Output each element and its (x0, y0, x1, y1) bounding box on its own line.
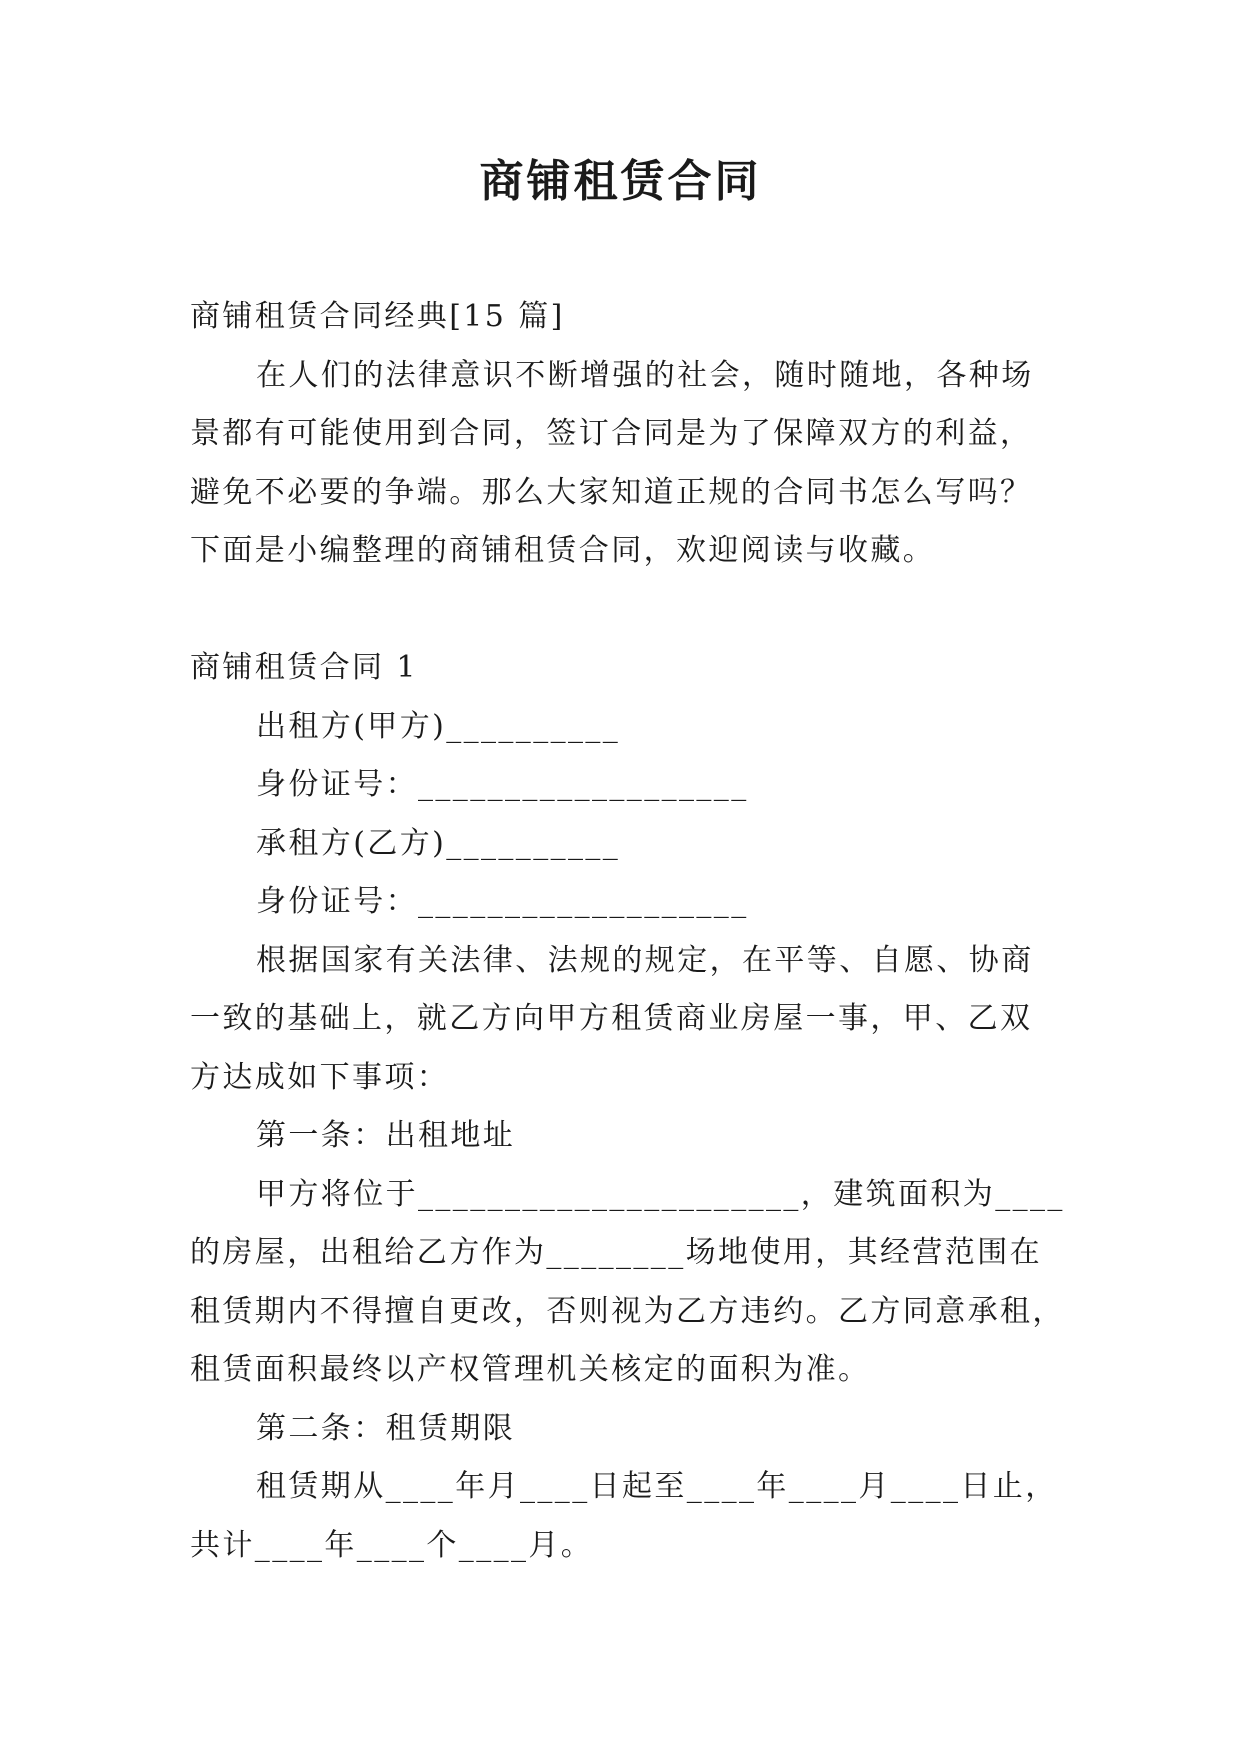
article-1-line: 的房屋，出租给乙方作为________场地使用，其经营范围在 (190, 1235, 1042, 1270)
document-body (190, 288, 1065, 1575)
article-1-line: 甲方将位于______________________，建筑面积为____ (256, 1176, 1065, 1212)
intro-line: 避免不必要的争端。那么大家知道正规的合同书怎么写吗？ (190, 474, 1033, 510)
article-1-title: 第一条：出租地址 (256, 1118, 516, 1153)
intro-line: 在人们的法律意识不断增强的社会，随时随地，各种场 (256, 357, 1034, 393)
intro-line: 下面是小编整理的商铺租赁合同，欢迎阅读与收藏。 (190, 533, 936, 568)
party-a-field: 出租方(甲方)__________ (256, 708, 621, 744)
document-subtitle: 商铺租赁合同经典[15 篇] (190, 299, 565, 334)
article-1-line: 租赁面积最终以产权管理机关核定的面积为准。 (190, 1352, 871, 1387)
intro-line: 景都有可能使用到合同，签订合同是为了保障双方的利益， (190, 416, 1033, 451)
preamble-line: 根据国家有关法律、法规的规定，在平等、自愿、协商 (256, 942, 1034, 978)
article-2-title: 第二条：租赁期限 (256, 1410, 516, 1446)
party-b-field: 承租方(乙方)__________ (256, 825, 621, 861)
page-title: 商铺租赁合同 (479, 156, 762, 207)
spacer (190, 581, 1056, 640)
preamble-line: 一致的基础上，就乙方向甲方租赁商业房屋一事，甲、乙双 (190, 1001, 1033, 1036)
article-1-line: 租赁期内不得擅自更改，否则视为乙方违约。乙方同意承租， (190, 1293, 1065, 1329)
article-2-line: 租赁期从____年月____日起至____年____月____日止， (256, 1469, 1058, 1504)
article-2-line: 共计____年____个____月。 (190, 1527, 594, 1563)
preamble-line: 方达成如下事项： (190, 1059, 450, 1095)
contract-heading: 商铺租赁合同 1 (190, 650, 418, 685)
party-b-id-field: 身份证号：___________________ (256, 884, 749, 919)
party-a-id-field: 身份证号：___________________ (256, 767, 749, 802)
